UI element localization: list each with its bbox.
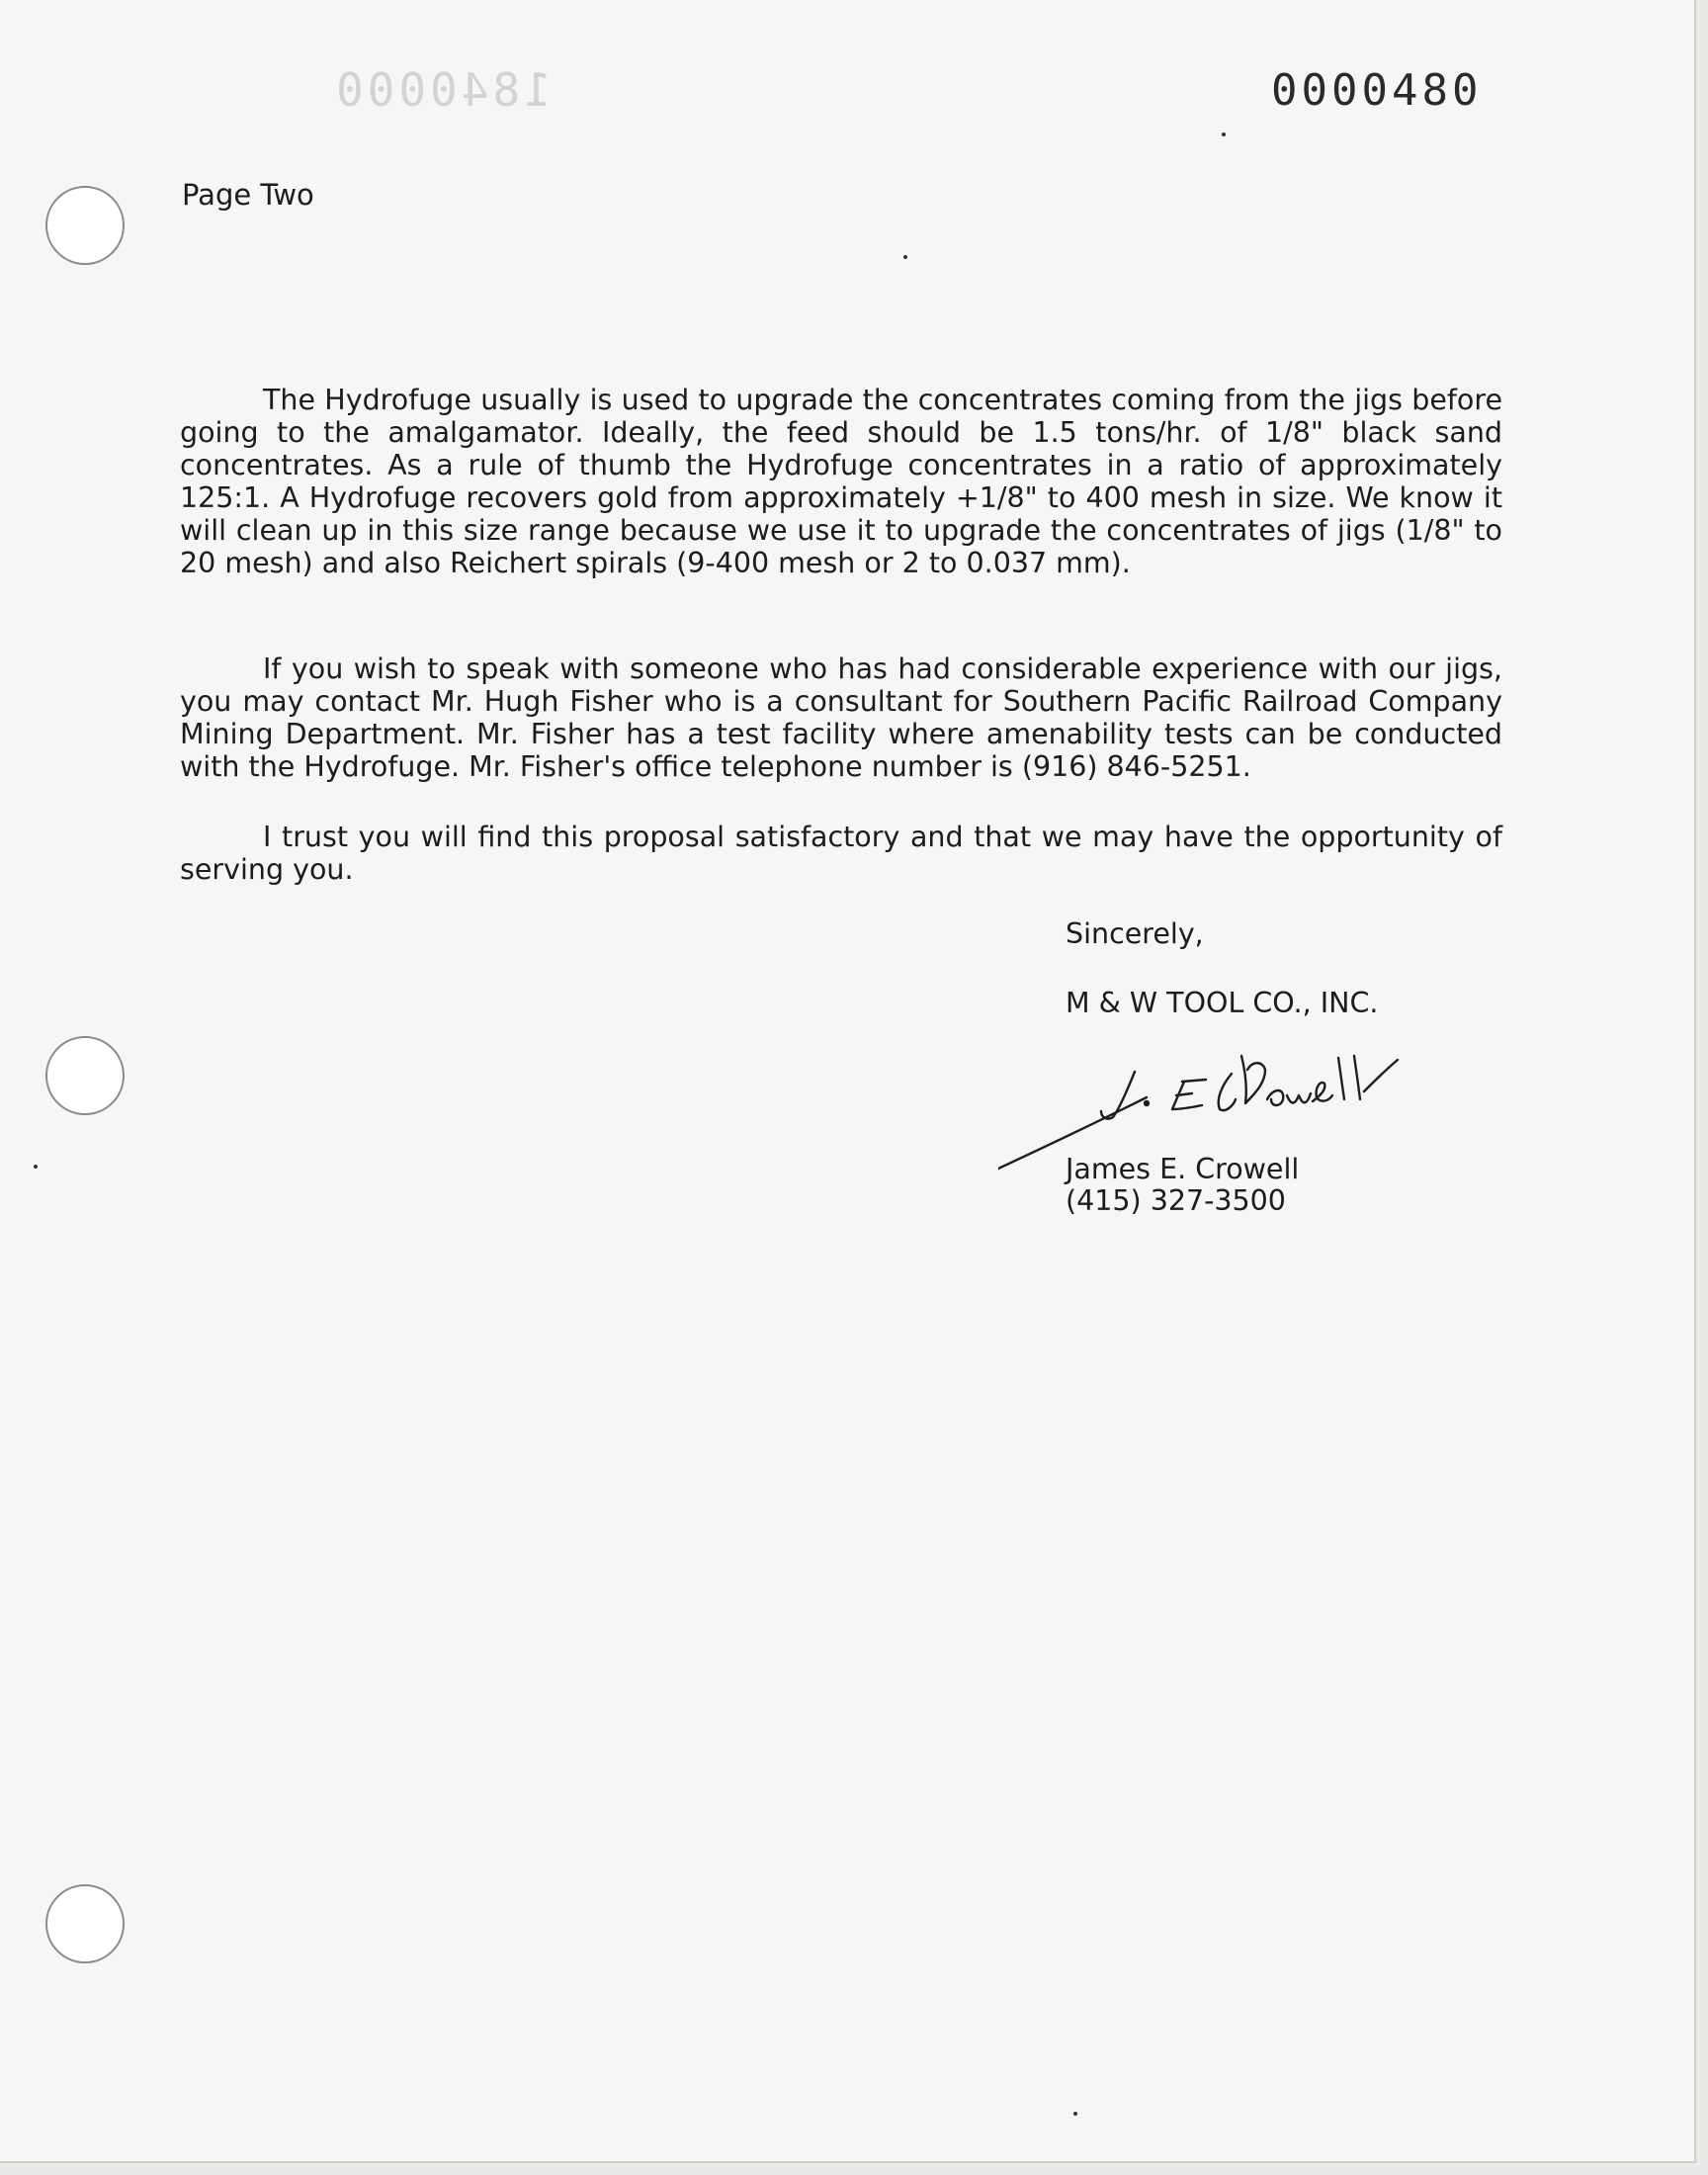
paragraph-contact: If you wish to speak with someone who has had considerable experience with our jigs, you may contact Mr. Hugh Fisher who is a consultant for Southern Pacific Railroad Company Mining Department. Mr. Fisher has a test facility where amenability tests can be conducted with the Hydrofuge. Mr. Fisher's office telephone number is (916) 846-5251.	[180, 652, 1502, 783]
signer-phone: (415) 327-3500	[1066, 1184, 1286, 1217]
scan-speck	[903, 255, 907, 259]
scan-speck	[34, 1165, 38, 1169]
punch-hole-bottom	[45, 1884, 125, 1963]
paragraph-hydrofuge: The Hydrofuge usually is used to upgrade the concentrates coming from the jigs before going to the amalgamator. Ideally, the feed should be 1.5 tons/hr. of 1/8" black sand concentrates. As a rule of thumb the Hydrofuge concentrates in a ratio of approximately 125:1. A Hydrofuge recovers gold from approximately +1/8" to 400 mesh in size. We know it will clean up in this size range because we use it to upgrade the concentrates of jigs (1/8" to 20 mesh) and also Reichert spirals (9-400 mesh or 2 to 0.037 mm).	[180, 384, 1502, 579]
paragraph-closing: I trust you will find this proposal satisfactory and that we may have the opportunity of serving you.	[180, 821, 1502, 886]
punch-hole-top	[45, 186, 125, 265]
company-name: M & W TOOL CO., INC.	[1066, 987, 1379, 1019]
faint-bleedthrough-stamp: 1840000	[332, 63, 552, 117]
signer-name: James E. Crowell	[1066, 1153, 1300, 1185]
punch-hole-middle	[45, 1036, 125, 1115]
scan-speck	[1073, 2112, 1077, 2116]
salutation: Sincerely,	[1066, 917, 1204, 950]
page-label: Page Two	[182, 178, 314, 212]
scan-speck	[1222, 132, 1226, 136]
bates-number: 0000480	[1271, 65, 1483, 116]
